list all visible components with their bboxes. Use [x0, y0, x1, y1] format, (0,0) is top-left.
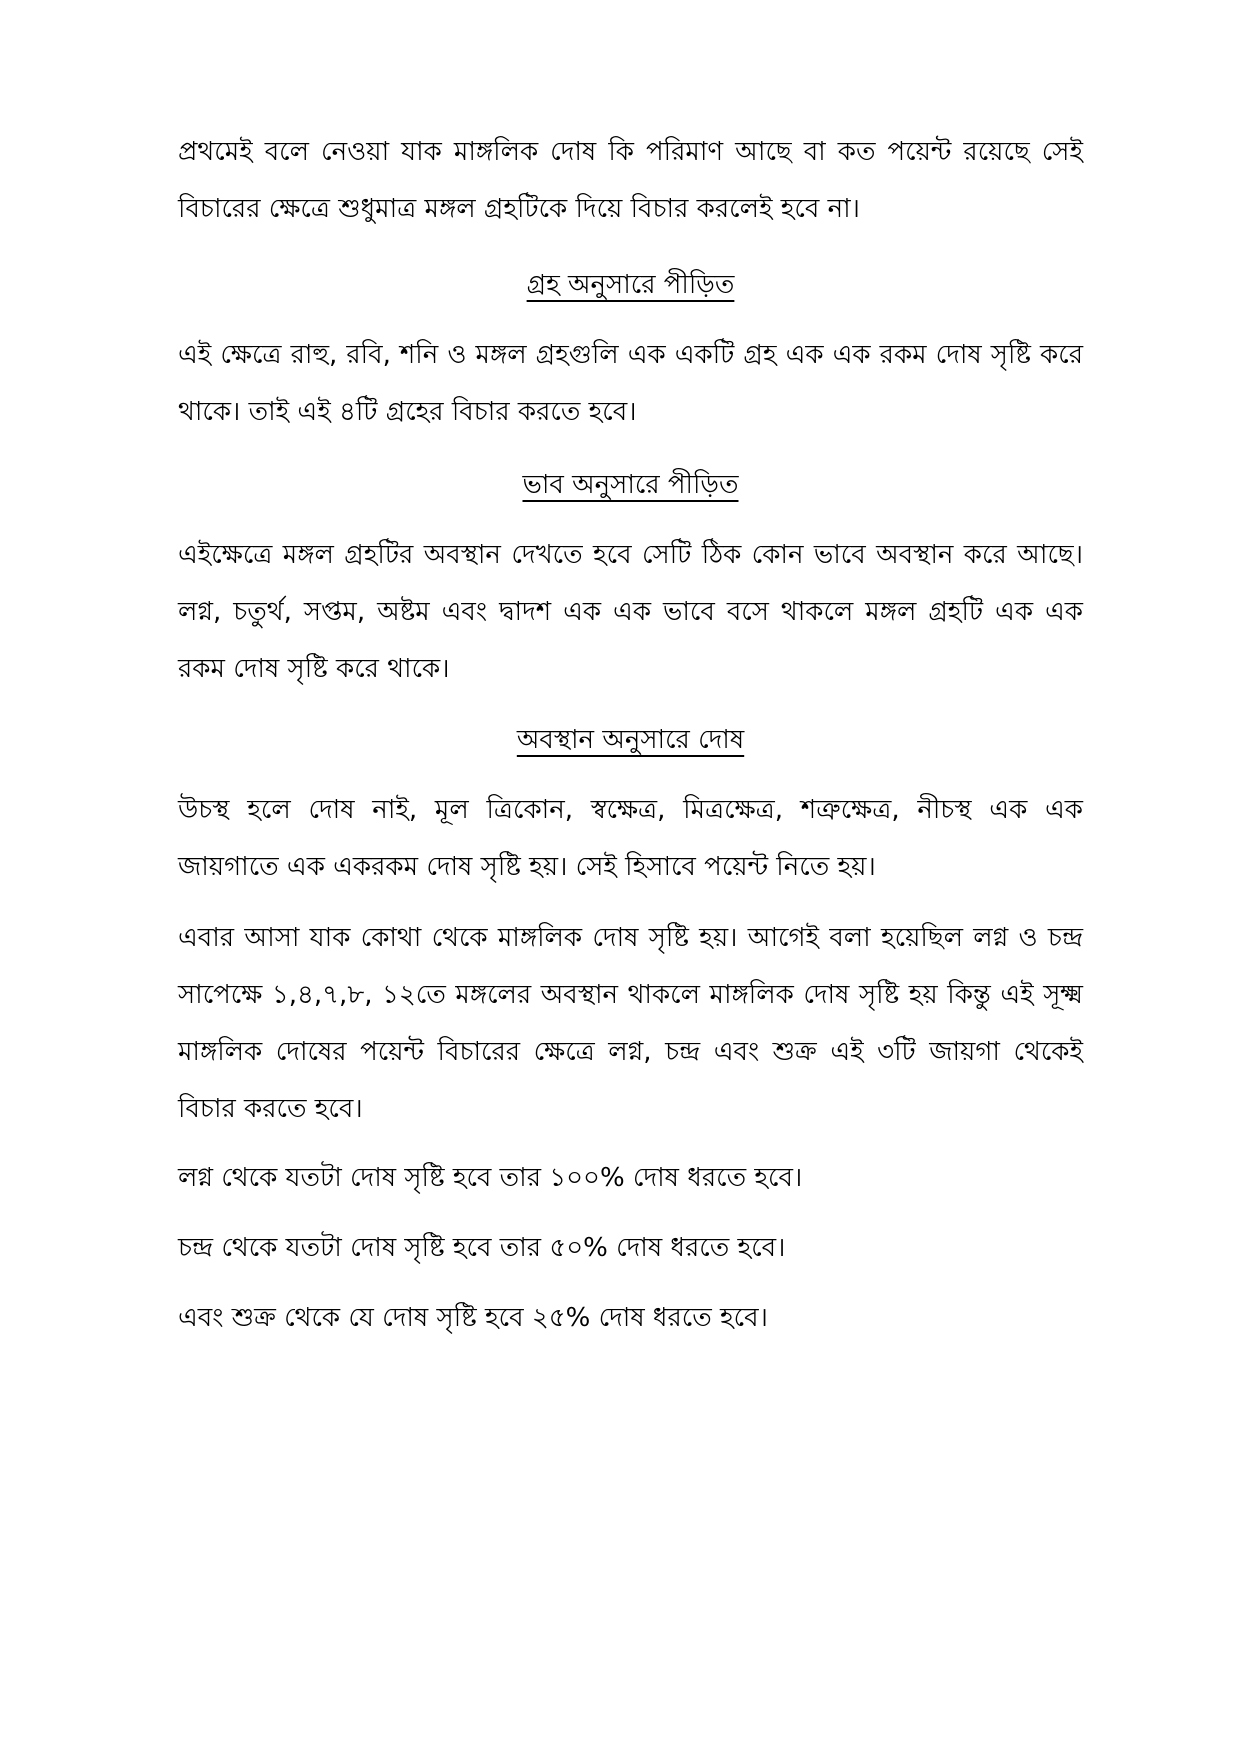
avasthan-paragraph: উচস্থ হলে দোষ নাই, মূল ত্রিকোন, স্বক্ষেত্র, মিত্রক্ষেত্র, শত্রুক্ষেত্র, নীচস্থ এক এক জায়গাতে এক একরকম দোষ সৃষ্টি হয়। সেই হিসাবে পয়েন্ট নিতে হয়।: [178, 795, 1083, 882]
heading-bhav: [178, 465, 1083, 505]
lagna-line: লগ্ন থেকে যতটা দোষ সৃষ্টি হবে তার ১০০% দোষ ধরতে হবে।: [178, 1163, 803, 1193]
chandra-line: চন্দ্র থেকে যতটা দোষ সৃষ্টি হবে তার ৫০% দোষ ধরতে হবে।: [178, 1233, 786, 1263]
heading-graha: [178, 265, 1083, 305]
heading-avasthan: [178, 720, 1083, 760]
heading-avasthan-text: অবস্থান অনুসারে দোষ: [516, 725, 745, 755]
heading-bhav-text: ভাব অনুসারে পীড়িত: [522, 470, 739, 500]
graha-paragraph: এই ক্ষেত্রে রাহু, রবি, শনি ও মঙ্গল গ্রহগুলি এক একটি গ্রহ এক এক রকম দোষ সৃষ্টি করে থাকে। তাই এই ৪টি গ্রহের বিচার করতে হবে।: [178, 340, 1083, 427]
source-paragraph: এবার আসা যাক কোথা থেকে মাঙ্গলিক দোষ সৃষ্টি হয়। আগেই বলা হয়েছিল লগ্ন ও চন্দ্র সাপেক্ষে ১,৪,৭,৮, ১২তে মঙ্গলের অবস্থান থাকলে মাঙ্গলিক দোষ সৃষ্টি হয় কিন্তু এই সূক্ষ্ম মাঙ্গলিক দোষের পয়েন্ট বিচারের ক্ষেত্রে লগ্ন, চন্দ্র এবং শুক্র এই ৩টি জায়গা থেকেই বিচার করতে হবে।: [178, 923, 1083, 1124]
bhav-paragraph: এইক্ষেত্রে মঙ্গল গ্রহটির অবস্থান দেখতে হবে সেটি ঠিক কোন ভাবে অবস্থান করে আছে। লগ্ন, চতুর্থ, সপ্তম, অষ্টম এবং দ্বাদশ এক এক ভাবে বসে থাকলে মঙ্গল গ্রহটি এক এক রকম দোষ সৃষ্টি করে থাকে।: [178, 540, 1083, 684]
heading-graha-text: গ্রহ অনুসারে পীড়িত: [526, 270, 735, 300]
shukra-line: এবং শুক্র থেকে যে দোষ সৃষ্টি হবে ২৫% দোষ ধরতে হবে।: [178, 1303, 768, 1333]
intro-paragraph: প্রথমেই বলে নেওয়া যাক মাঙ্গলিক দোষ কি পরিমাণ আছে বা কত পয়েন্ট রয়েছে সেই বিচারের ক্ষেত্রে শুধুমাত্র মঙ্গল গ্রহটিকে দিয়ে বিচার করলেই হবে না।: [178, 137, 1083, 224]
